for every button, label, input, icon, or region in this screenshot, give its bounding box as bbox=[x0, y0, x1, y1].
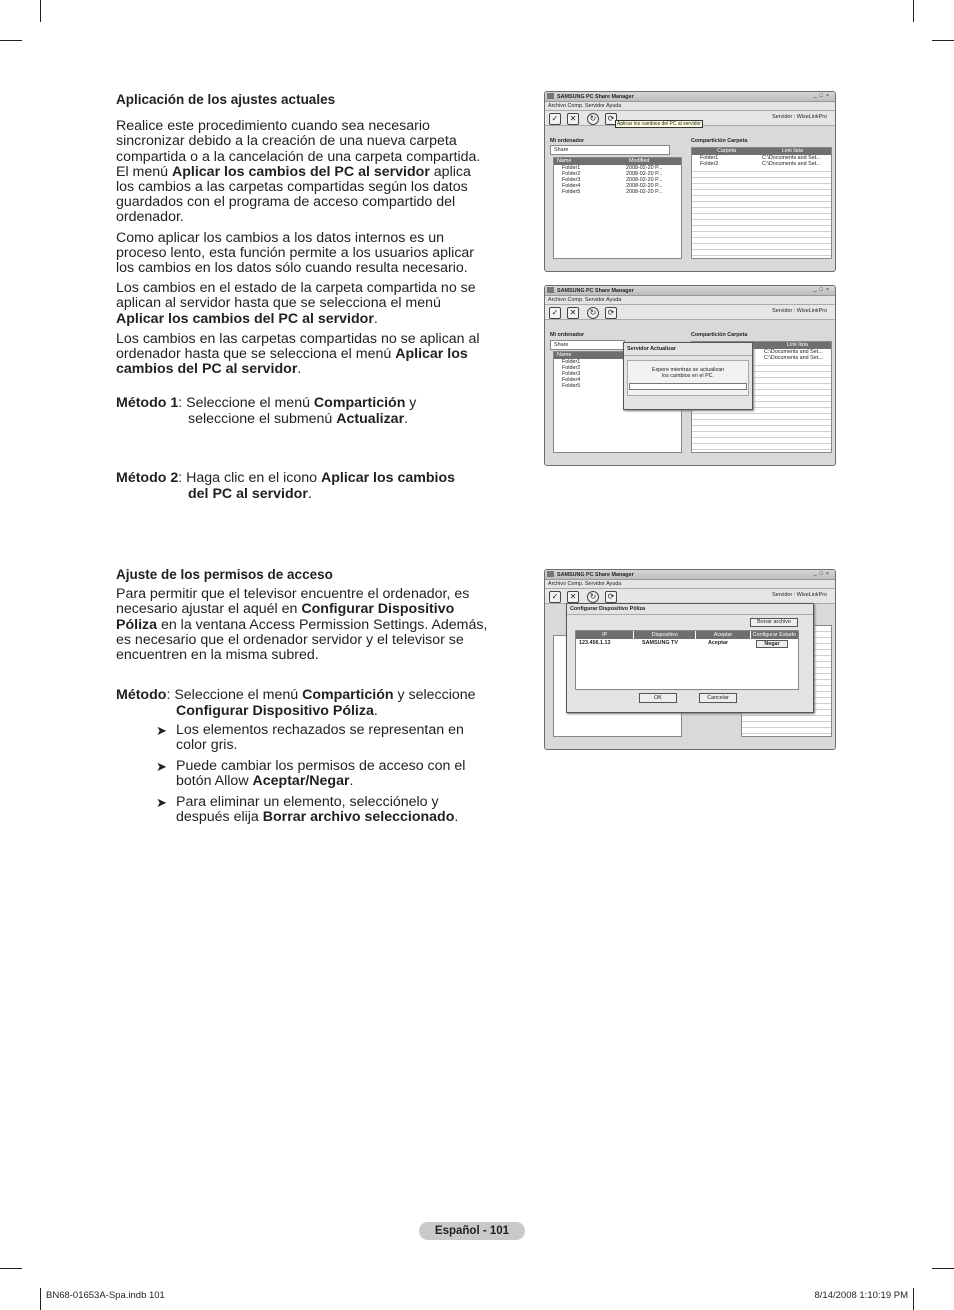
title-bar: SAMSUNG PC Share Manager _□× bbox=[545, 286, 835, 296]
dialog-title: Servidor Actualizar bbox=[624, 343, 752, 356]
my-pc-label: Mi ordenador bbox=[550, 138, 585, 144]
list-item[interactable]: Folder3 2008-02-20 P... bbox=[562, 177, 663, 183]
date-slug: 8/14/2008 1:10:19 PM bbox=[814, 1290, 908, 1301]
list-item[interactable]: Folder2 C:\Documents and Set... bbox=[692, 161, 831, 167]
ok-button[interactable]: OK bbox=[639, 693, 677, 703]
deny-button[interactable]: Negar bbox=[756, 640, 788, 648]
app-icon bbox=[547, 571, 554, 577]
server-selector[interactable]: Servidor : WiseLinkPro bbox=[772, 592, 827, 598]
section-heading: Ajuste de los permisos de acceso bbox=[116, 567, 333, 582]
section-access-permissions bbox=[116, 567, 488, 668]
unshare-icon[interactable]: ✕ bbox=[567, 307, 579, 319]
my-pc-label: Mi ordenador bbox=[550, 332, 585, 338]
list-item[interactable]: Folder1 2008-02-20 P... bbox=[562, 165, 663, 171]
title-bar: SAMSUNG PC Share Manager _□× bbox=[545, 92, 835, 102]
crop-mark bbox=[913, 0, 914, 22]
list-header: Link lista bbox=[692, 342, 831, 349]
policy-table bbox=[575, 630, 799, 690]
toolbar bbox=[545, 305, 835, 320]
list-item[interactable]: Folder5 bbox=[562, 383, 581, 389]
list-item[interactable]: Folder4 2008-02-20 P... bbox=[562, 183, 663, 189]
dialog-title: Configurar Dispositivo Póliza bbox=[567, 604, 813, 615]
unshare-icon[interactable]: ✕ bbox=[567, 113, 579, 125]
shared-folder-label: Compartición Carpeta bbox=[691, 138, 748, 144]
method-1: Método 1: Seleccione el menú Compartición y seleccione el submenú Actualizar. bbox=[116, 395, 417, 427]
paragraph: Para permitir que el televisor encuentre el ordenador, es necesario ajustar el aquél en Configurar Dispositivo Póliza en la ventana Access Permission Settings. Además, es necesario que el ordenador servidor y el televisor se encuentren en la misma subred. bbox=[116, 586, 488, 664]
paragraph: Realice este procedimiento cuando sea necesario sincronizar debido a la creación de una nueva carpeta compartida o a la cancelación de una carpeta compartida. El menú Aplicar los cambios del PC al servidor aplica los cambios a las carpetas compartidas según los datos guardados con el programa de acceso compartido del ordenador. bbox=[116, 118, 481, 226]
list-item[interactable]: C:\Documents and Set... bbox=[692, 355, 831, 361]
share-icon[interactable]: ✓ bbox=[549, 113, 561, 125]
apply-changes-icon[interactable]: ⟳ bbox=[605, 591, 617, 603]
list-header: Name Modified bbox=[554, 158, 681, 165]
file-slug: BN68-01653A-Spa.indb 101 bbox=[46, 1290, 165, 1301]
list-item[interactable]: Folder1 C:\Documents and Set... bbox=[692, 155, 831, 161]
method-2: Método 2: Haga clic en el icono Aplicar los cambios del PC al servidor. bbox=[116, 470, 456, 502]
section-heading: Aplicación de los ajustes actuales bbox=[116, 92, 336, 107]
arrow-icon: ➤ bbox=[156, 794, 167, 810]
share-icon[interactable]: ✓ bbox=[549, 307, 561, 319]
list-item[interactable]: Folder2 2008-02-20 P... bbox=[562, 171, 663, 177]
update-dialog bbox=[623, 342, 753, 410]
delete-file-button[interactable]: Borrar archivo bbox=[750, 618, 798, 627]
progress-bar bbox=[629, 383, 747, 390]
table-header: IP Dispositivo Aceptar Configurar Estado bbox=[576, 631, 798, 639]
crop-mark bbox=[0, 40, 22, 41]
list-header: Carpeta Link lista bbox=[692, 148, 831, 155]
dialog-message: los cambios en el PC. bbox=[661, 373, 715, 379]
crop-mark bbox=[40, 1288, 41, 1310]
arrow-icon: ➤ bbox=[156, 723, 167, 738]
app-icon bbox=[547, 287, 554, 293]
screenshot-device-policy bbox=[544, 569, 836, 750]
toolbar bbox=[545, 589, 835, 604]
list-item[interactable]: Folder3 bbox=[562, 371, 581, 377]
share-icon[interactable]: ✓ bbox=[549, 591, 561, 603]
dialog-message: Espere mientras se actualizan bbox=[651, 367, 725, 373]
list-item: ➤ Los elementos rechazados se representan en color gris. bbox=[156, 722, 464, 754]
server-selector[interactable]: Servidor : WiseLinkPro bbox=[772, 308, 827, 314]
bullet-list bbox=[156, 723, 486, 830]
combo-share[interactable]: Share bbox=[550, 145, 670, 155]
list-item[interactable]: Folder5 2008-02-20 P... bbox=[562, 189, 663, 195]
local-folder-list bbox=[553, 157, 682, 259]
list-item: ➤ Puede cambiar los permisos de acceso con el botón Allow Aceptar/Negar. bbox=[156, 757, 466, 790]
list-item[interactable]: Folder2 bbox=[562, 365, 581, 371]
crop-mark bbox=[0, 1268, 22, 1269]
arrow-icon: ➤ bbox=[156, 758, 167, 774]
server-selector[interactable]: Servidor : WiseLinkPro bbox=[772, 114, 827, 120]
crop-mark bbox=[40, 0, 41, 22]
window-controls[interactable]: _□× bbox=[813, 287, 832, 293]
page-number-badge: Español - 101 bbox=[419, 1222, 525, 1240]
screenshot-server-update bbox=[544, 285, 836, 466]
tooltip: Aplicar los cambios del PC al servidor bbox=[617, 121, 701, 127]
shared-folder-label: Compartición Carpeta bbox=[691, 332, 748, 338]
toolbar bbox=[545, 111, 835, 126]
menu-bar[interactable]: Archivo Comp. Servidor Ayuda bbox=[545, 580, 835, 589]
menu-bar[interactable]: Archivo Comp. Servidor Ayuda bbox=[545, 102, 835, 111]
screenshot-share-manager bbox=[544, 91, 836, 272]
crop-mark bbox=[932, 1268, 954, 1269]
section-apply-settings bbox=[116, 92, 488, 382]
method-policy: Método: Seleccione el menú Compartición y seleccione Configurar Dispositivo Póliza. bbox=[116, 687, 476, 719]
window-controls[interactable]: _□× bbox=[813, 93, 832, 99]
refresh-icon[interactable]: ↻ bbox=[587, 591, 599, 603]
policy-dialog bbox=[566, 603, 814, 713]
list-item[interactable]: Folder4 bbox=[562, 377, 581, 383]
refresh-icon[interactable]: ↻ bbox=[587, 113, 599, 125]
list-item: ➤ Para eliminar un elemento, selecciónelo y después elija Borrar archivo seleccionado. bbox=[156, 793, 459, 826]
combo-share[interactable]: Share bbox=[550, 340, 625, 350]
app-icon bbox=[547, 93, 554, 99]
table-row[interactable]: 123.456.1.13 SAMSUNG TV Aceptar Negar bbox=[576, 639, 798, 647]
crop-mark bbox=[913, 1288, 914, 1310]
list-header: Name bbox=[554, 352, 681, 359]
list-item[interactable]: Folder1 bbox=[562, 359, 581, 365]
unshare-icon[interactable]: ✕ bbox=[567, 591, 579, 603]
paragraph: Los cambios en las carpetas compartidas no se aplican al ordenador hasta que se selecciona el menú Aplicar los cambios del PC al servidor. bbox=[116, 330, 480, 378]
shared-folder-list bbox=[691, 147, 832, 259]
menu-bar[interactable]: Archivo Comp. Servidor Ayuda bbox=[545, 296, 835, 305]
title-bar: SAMSUNG PC Share Manager _□× bbox=[545, 570, 835, 580]
paragraph: Los cambios en el estado de la carpeta compartida no se aplican al servidor hasta que se selecciona el menú Aplicar los cambios del PC al servidor. bbox=[116, 280, 476, 327]
apply-changes-icon[interactable]: ⟳ bbox=[605, 113, 617, 125]
paragraph: Como aplicar los cambios a los datos internos es un proceso lento, esta función permite a los usuarios aplicar los cambios en los datos sólo cuando resulta necesario. bbox=[116, 229, 475, 277]
list-item[interactable]: C:\Documents and Set... bbox=[692, 349, 831, 355]
crop-mark bbox=[932, 40, 954, 41]
window-controls[interactable]: _□× bbox=[813, 571, 832, 577]
refresh-icon[interactable]: ↻ bbox=[587, 307, 599, 319]
cancel-button[interactable]: Cancelar bbox=[699, 693, 737, 703]
apply-changes-icon[interactable]: ⟳ bbox=[605, 307, 617, 319]
